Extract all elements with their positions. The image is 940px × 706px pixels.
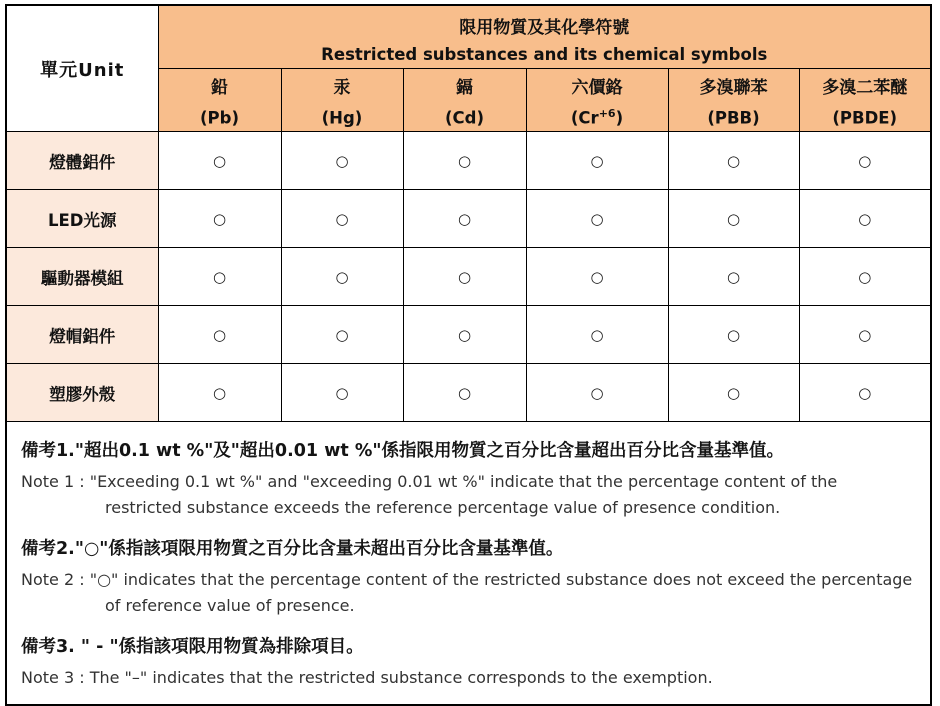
mark-cell: ○	[668, 248, 799, 306]
mark-cell: ○	[526, 132, 668, 190]
mark-cell: ○	[799, 306, 931, 364]
mark-cell: ○	[526, 364, 668, 422]
mark-cell: ○	[403, 190, 526, 248]
unit-header-cell	[6, 5, 158, 132]
row-label: LED光源	[6, 190, 158, 248]
mark-cell: ○	[668, 190, 799, 248]
mark-cell: ○	[158, 190, 281, 248]
mark-cell: ○	[526, 306, 668, 364]
mark-cell: ○	[281, 364, 403, 422]
column-header-hg: 汞 (Hg)	[281, 69, 403, 132]
mark-cell: ○	[799, 190, 931, 248]
row-label: 燈體鋁件	[6, 132, 158, 190]
mark-cell: ○	[158, 364, 281, 422]
mark-cell: ○	[526, 190, 668, 248]
mark-cell: ○	[526, 248, 668, 306]
notes-section	[6, 422, 931, 705]
row-label: 塑膠外殼	[6, 364, 158, 422]
mark-cell: ○	[799, 132, 931, 190]
table-row	[6, 132, 931, 190]
mark-cell: ○	[281, 306, 403, 364]
note-2-zh: 備考2."○"係指該項限用物質之百分比含量未超出百分比含量基準值。	[21, 538, 564, 559]
mark-cell: ○	[158, 306, 281, 364]
mark-cell: ○	[668, 306, 799, 364]
rohs-declaration-sheet	[5, 4, 932, 706]
title-en: Restricted substances and its chemical symbols	[321, 44, 768, 64]
note-2-en: Note 2 : "○" indicates that the percentage content of the restricted substance does not exceed the percentage of reference value of presence.	[21, 569, 913, 616]
table-row	[6, 248, 931, 306]
note-1-en: Note 1 : "Exceeding 0.1 wt %" and "exceeding 0.01 wt %" indicate that the percentage content of the restricted substance exceeds the reference percentage value of presence condition.	[21, 472, 838, 518]
note-1-zh: 備考1."超出0.1 wt %"及"超出0.01 wt %"係指限用物質之百分比含量超出百分比含量基準值。	[21, 441, 784, 461]
mark-cell: ○	[799, 248, 931, 306]
table-row	[6, 364, 931, 422]
column-header-pbde: 多溴二苯醚 (PBDE)	[799, 69, 931, 132]
mark-cell: ○	[668, 364, 799, 422]
unit-header-label: 單元Unit	[40, 59, 125, 81]
mark-cell: ○	[799, 364, 931, 422]
column-header-pbb: 多溴聯苯 (PBB)	[668, 69, 799, 132]
note-3-zh: 備考3. " - "係指該項限用物質為排除項目。	[21, 636, 364, 657]
mark-cell: ○	[281, 190, 403, 248]
table-row	[6, 306, 931, 364]
mark-cell: ○	[281, 248, 403, 306]
column-header-pb: 鉛 (Pb)	[158, 69, 281, 132]
row-label: 燈帽鋁件	[6, 306, 158, 364]
mark-cell: ○	[158, 132, 281, 190]
note-3-en: Note 3 : The "–" indicates that the restricted substance corresponds to the exemption.	[21, 667, 713, 687]
row-label: 驅動器模組	[6, 248, 158, 306]
mark-cell: ○	[281, 132, 403, 190]
title-zh: 限用物質及其化學符號	[459, 17, 630, 38]
mark-cell: ○	[403, 364, 526, 422]
mark-cell: ○	[403, 306, 526, 364]
column-header-cr6: 六價鉻 $(Cr^{+6})$	[526, 69, 668, 132]
table-row	[6, 190, 931, 248]
mark-cell: ○	[403, 248, 526, 306]
restricted-substances-title-cell	[158, 5, 931, 69]
rohs-table	[5, 4, 932, 706]
mark-cell: ○	[158, 248, 281, 306]
mark-cell: ○	[668, 132, 799, 190]
mark-cell: ○	[403, 132, 526, 190]
column-header-cd: 鎘 (Cd)	[403, 69, 526, 132]
